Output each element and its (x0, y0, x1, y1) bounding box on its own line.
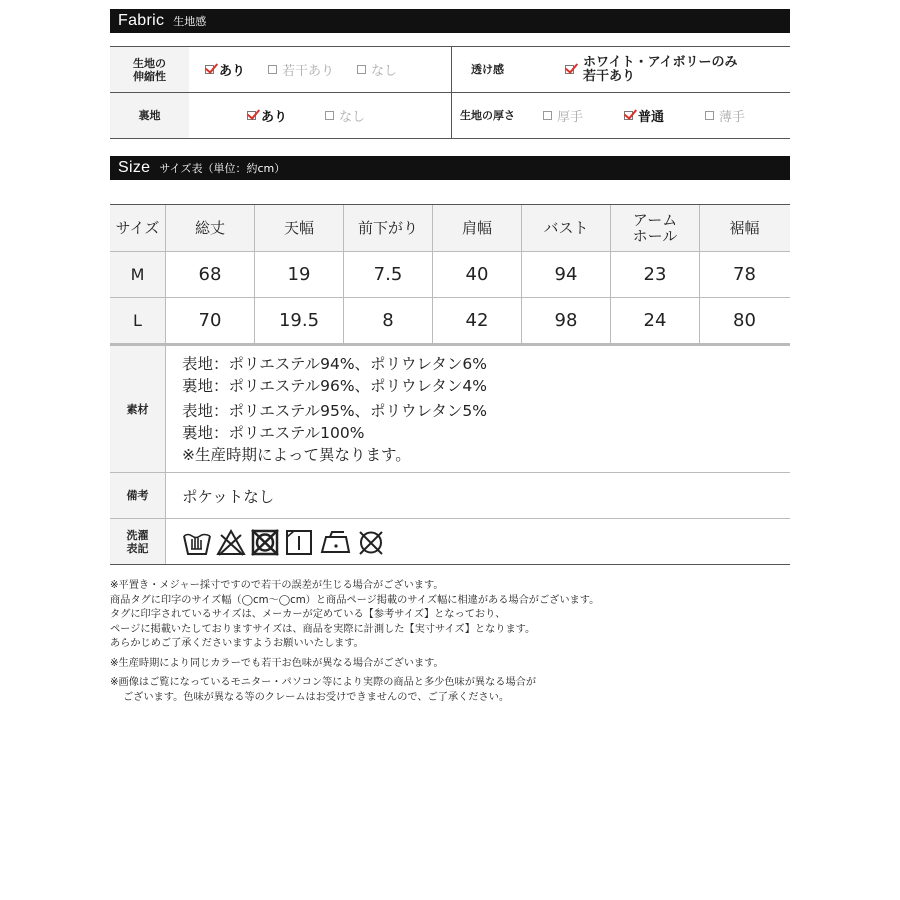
table-cell: 23 (611, 252, 700, 297)
sheer-option-text (583, 56, 737, 84)
table-row (110, 298, 790, 346)
table-cell: 42 (433, 298, 522, 343)
table-cell: 24 (611, 298, 700, 343)
disclaimer-line: タグに印字されているサイズは、メーカーが定めている【参考サイズ】となっており、 (110, 609, 506, 620)
table-row (110, 252, 790, 298)
size-header-label: サイズ (110, 205, 166, 251)
stretch-label-line2: 伸縮性 (133, 69, 166, 83)
size-label: L (110, 298, 166, 343)
armhole-line1: アーム (632, 211, 678, 229)
no-tumble-dry-icon (250, 527, 280, 557)
material-text (166, 346, 487, 472)
material-line: 裏地：ポリエステル96%、ポリウレタン4% (182, 376, 488, 395)
disclaimer-line: あらかじめご了承くださいますようお願いいたします。 (110, 638, 364, 649)
care-label-line2: 表記 (126, 541, 149, 555)
size-table (110, 204, 790, 346)
material-line: 表地：ポリエステル95%、ポリウレタン5% (182, 401, 488, 420)
table-cell: 68 (166, 252, 255, 297)
option-label: あり (261, 110, 288, 125)
remarks-label: 備考 (110, 473, 166, 518)
col-header: 肩幅 (433, 205, 522, 251)
disclaimer-line: ございます。色味が異なる等のクレームはお受けできませんので、ご了承ください。 (123, 691, 510, 703)
remarks-text: ポケットなし (182, 487, 275, 506)
fabric-row-1 (110, 47, 790, 93)
table-cell: 40 (433, 252, 522, 297)
hand-wash-icon (182, 527, 212, 557)
option-label: 薄手 (719, 110, 746, 125)
material-row (110, 346, 790, 473)
table-cell: 98 (522, 298, 611, 343)
no-bleach-icon (216, 527, 246, 557)
option-label: あり (219, 64, 246, 79)
col-header: 天幅 (255, 205, 344, 251)
stretch-label (110, 47, 189, 92)
checked-checkbox-icon (205, 65, 214, 74)
disclaimer-line: ※平置き・メジャー採寸ですので若干の誤差が生じる場合がございます。 (110, 580, 444, 591)
checked-checkbox-icon (247, 111, 256, 120)
product-spec-sheet (110, 9, 790, 705)
table-cell: 70 (166, 298, 255, 343)
col-header: バスト (522, 205, 611, 251)
size-label: M (110, 252, 166, 297)
checked-checkbox-icon (565, 65, 574, 74)
table-cell: 94 (522, 252, 611, 297)
sheer-option-line1: ホワイト・アイボリーのみ (583, 54, 738, 70)
thickness-label: 生地の厚さ (451, 93, 523, 138)
lining-label: 裏地 (110, 93, 189, 138)
size-title-jp: サイズ表（単位：約cm） (159, 162, 286, 175)
notes-table (110, 346, 790, 565)
disclaimer-line: 商品タグに印字のサイズ幅（◯cm〜◯cm）と商品ページ掲載のサイズ幅に相違がある場合がございます。 (110, 594, 600, 606)
table-cell: 7.5 (344, 252, 433, 297)
care-row (110, 519, 790, 564)
table-cell: 78 (733, 264, 756, 285)
disclaimer-line: ※生産時期により同じカラーでも若干お色味が異なる場合がございます。 (110, 657, 444, 669)
option-label: 若干あり (282, 64, 335, 79)
unchecked-checkbox-icon (357, 65, 366, 74)
stretch-option-slight (268, 60, 334, 79)
option-label: 普通 (638, 110, 665, 125)
option-label: なし (371, 64, 398, 79)
checked-checkbox-icon (624, 111, 633, 120)
unchecked-checkbox-icon (705, 111, 714, 120)
size-table-header (110, 205, 790, 252)
col-header: 総丈 (166, 205, 255, 251)
care-label-line1: 洗濯 (126, 528, 149, 542)
remarks-row (110, 473, 790, 519)
stretch-option-none (357, 60, 397, 79)
col-header: 裾幅 (729, 219, 760, 237)
sheer-option-line2: 若干あり (583, 68, 636, 84)
table-cell: 80 (733, 310, 756, 331)
sheer-option (523, 47, 790, 92)
thickness-options (523, 93, 790, 138)
stretch-options (189, 47, 451, 92)
table-cell: 19.5 (255, 298, 344, 343)
option-label: 厚手 (557, 110, 584, 125)
col-header-armhole (611, 205, 700, 251)
unchecked-checkbox-icon (268, 65, 277, 74)
disclaimer-text (110, 579, 790, 705)
thickness-option-thick (543, 106, 583, 125)
option-label: なし (339, 110, 366, 125)
material-line: 裏地：ポリエステル100% (182, 423, 365, 442)
care-icons (166, 519, 386, 564)
lining-option-no (325, 106, 365, 125)
thickness-option-thin (705, 106, 745, 125)
material-label: 素材 (110, 346, 166, 472)
fabric-row-2 (110, 93, 790, 139)
sheer-label: 透け感 (451, 47, 523, 92)
size-section-header (110, 156, 790, 180)
disclaimer-line: ページに掲載いたしておりますサイズは、商品を実際に計測した【実寸サイズ】となります。 (110, 623, 536, 635)
fabric-section-header (110, 9, 790, 33)
table-cell: 8 (344, 298, 433, 343)
fabric-title-en: Fabric (118, 12, 165, 29)
thickness-option-normal (624, 106, 664, 125)
stretch-option-yes (205, 60, 245, 79)
care-label (110, 519, 166, 564)
armhole-line2: ホール (632, 227, 678, 245)
unchecked-checkbox-icon (325, 111, 334, 120)
table-cell: 19 (255, 252, 344, 297)
no-dry-clean-icon (356, 527, 386, 557)
disclaimer-line: ※画像はご覧になっているモニター・パソコン等により実際の商品と多少色味が異なる場合が (110, 677, 537, 688)
lining-option-yes (247, 106, 287, 125)
material-line: ※生産時期によって異なります。 (182, 445, 411, 464)
line-dry-shade-icon (284, 527, 314, 557)
fabric-table (110, 46, 790, 139)
stretch-label-line1: 生地の (133, 56, 166, 70)
fabric-title-jp: 生地感 (173, 15, 207, 28)
lining-options (189, 93, 451, 138)
unchecked-checkbox-icon (543, 111, 552, 120)
material-line: 表地：ポリエステル94%、ポリウレタン6% (182, 354, 488, 373)
low-iron-icon (318, 527, 352, 557)
size-title-en: Size (118, 159, 151, 176)
col-header: 前下がり (344, 205, 433, 251)
